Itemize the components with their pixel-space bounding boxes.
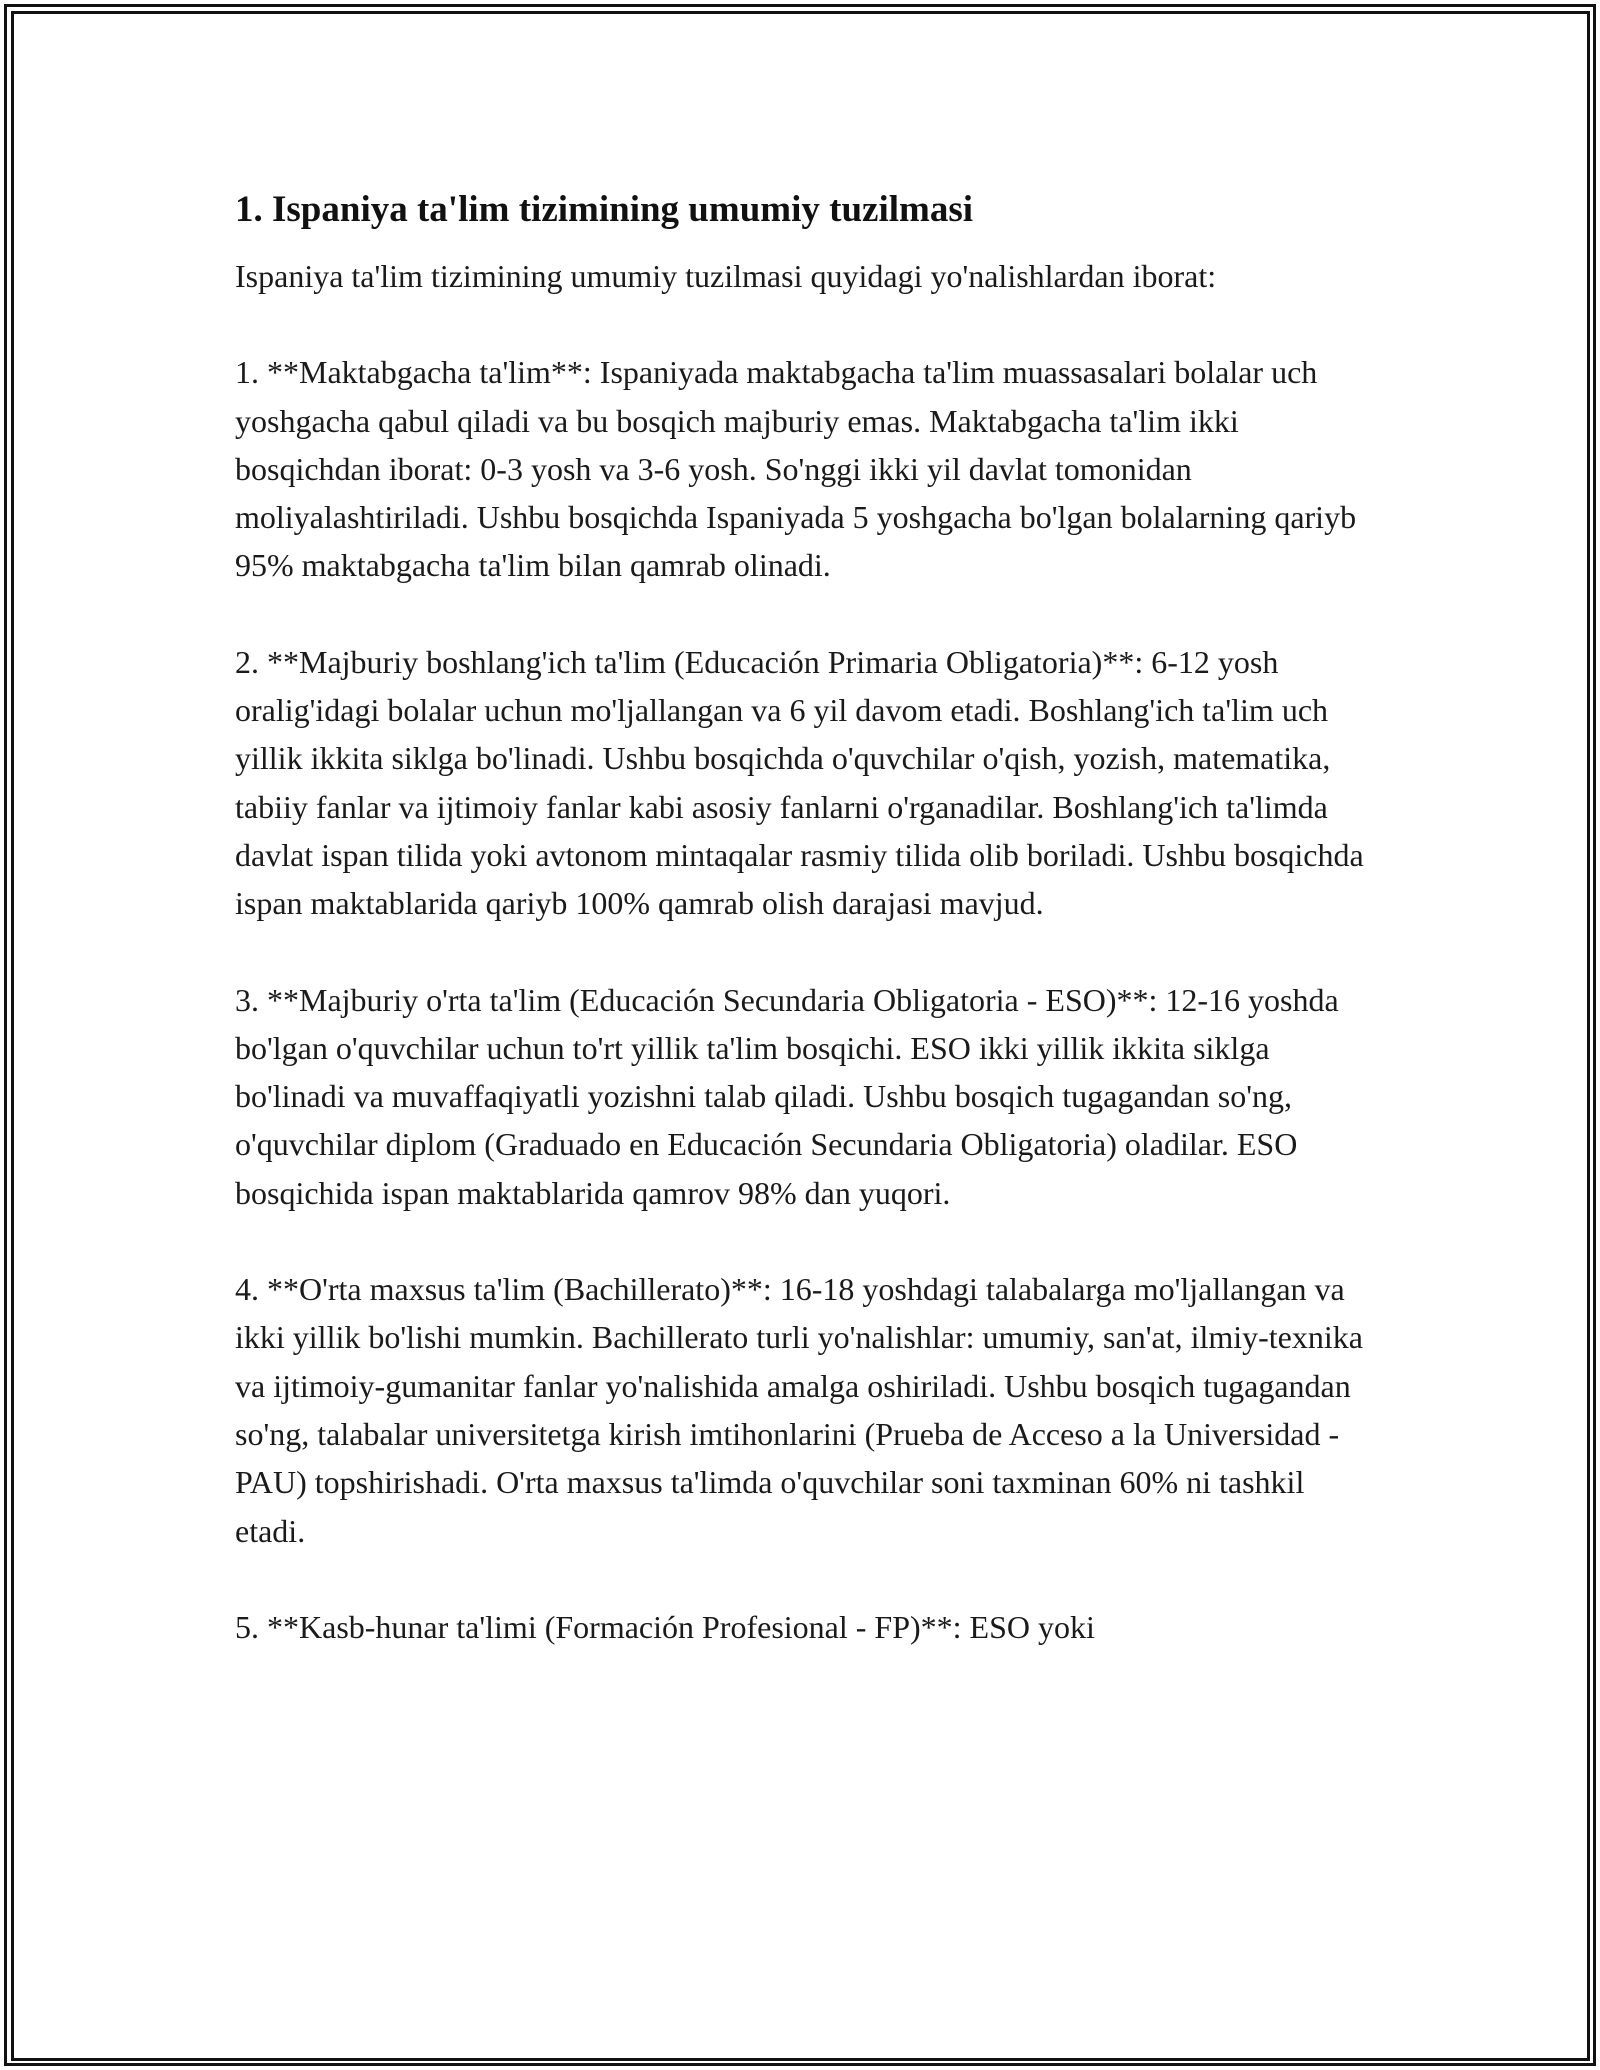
document-body (235, 186, 1365, 1699)
intro-paragraph: Ispaniya ta'lim tizimining umumiy tuzilmasi quyidagi yo'nalishlardan iborat: (235, 258, 1217, 294)
paragraph-vocational: 5. **Kasb-hunar ta'limi (Formación Profesional - FP)**: ESO yoki (235, 1608, 1095, 1645)
paragraph-bachillerato: 4. **O'rta maxsus ta'lim (Bachillerato)**: 16-18 yoshdagi talabalarga mo'ljallangan va ikki yillik bo'lishi mumkin. Bachillerato turli yo'nalishlar: umumiy, san'at, ilmiy-texnika va ijtimoiy-gumanitar fanlar yo'nalishida amalga oshiriladi. Ushbu bosqich tugagandan so'ng, talabalar universitetga kirish imtihonlarini (Prueba de Acceso a la Universidad - PAU) topshirishadi. O'rta maxsus ta'limda o'quvchilar soni taxminan 60% ni tashkil etadi. (235, 1271, 1363, 1549)
section-heading: 1. Ispaniya ta'lim tizimining umumiy tuzilmasi (235, 189, 974, 230)
paragraph-preschool: 1. **Maktabgacha ta'lim**: Ispaniyada maktabgacha ta'lim muassasalari bolalar uch yoshgacha qabul qiladi va bu bosqich majburiy emas. Maktabgacha ta'lim ikki bosqichdan iborat: 0-3 yosh va 3-6 yosh. So'nggi ikki yil davlat tomonidan moliyalashtiriladi. Ushbu bosqichda Ispaniyada 5 yoshgacha bo'lgan bolalarning qariyb 95% maktabgacha ta'lim bilan qamrab olinadi. (235, 354, 1357, 584)
paragraph-secondary: 3. **Majburiy o'rta ta'lim (Educación Secundaria Obligatoria - ESO)**: 12-16 yoshda bo'lgan o'quvchilar uchun to'rt yillik ta'lim bosqichi. ESO ikki yillik ikkita siklga bo'linadi va muvaffaqiyatli yozishni talab qiladi. Ushbu bosqich tugagandan so'ng, o'quvchilar diplom (Graduado en Educación Secundaria Obligatoria) oladilar. ESO bosqichida ispan maktablarida qamrov 98% dan yuqori. (235, 981, 1339, 1211)
paragraph-primary: 2. **Majburiy boshlang'ich ta'lim (Educación Primaria Obligatoria)**: 6-12 yosh oralig'idagi bolalar uchun mo'ljallangan va 6 yil davom etadi. Boshlang'ich ta'lim uch yillik ikkita siklga bo'linadi. Ushbu bosqichda o'quvchilar o'qish, yozish, matematika, tabiiy fanlar va ijtimoiy fanlar kabi asosiy fanlarni o'rganadilar. Boshlang'ich ta'limda davlat ispan tilida yoki avtonom mintaqalar rasmiy tilida olib boriladi. Ushbu bosqichda ispan maktablarida qariyb 100% qamrab olish darajasi mavjud. (235, 643, 1364, 922)
